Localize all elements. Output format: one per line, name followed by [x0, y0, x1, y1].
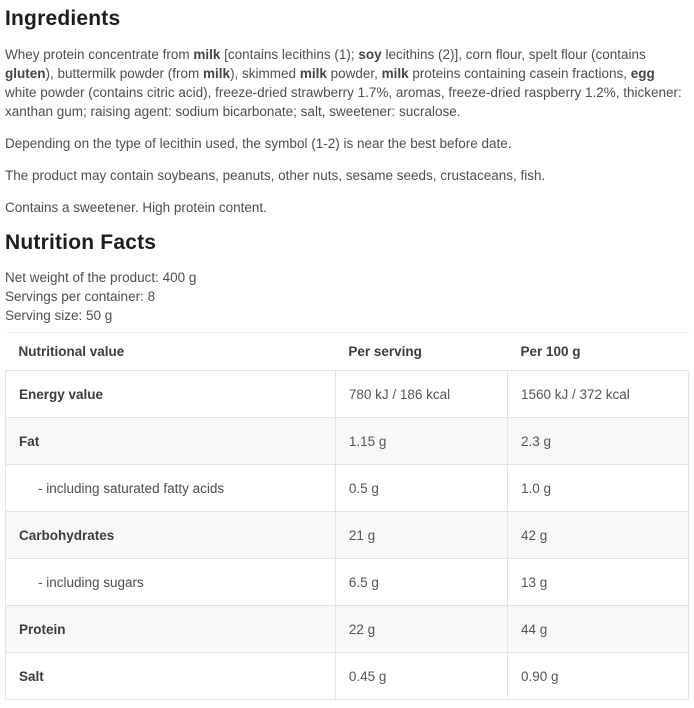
per-100g-value: 42 g	[507, 512, 688, 559]
servings-per-container-line: Servings per container: 8	[5, 289, 156, 304]
nutrient-label: Fat	[6, 418, 336, 465]
table-row	[6, 465, 689, 512]
ingredient-text: proteins containing casein fractions,	[408, 66, 631, 81]
nutrition-table	[5, 332, 689, 700]
table-row	[6, 418, 689, 465]
net-weight-line: Net weight of the product: 400 g	[5, 270, 197, 285]
per-100g-value: 1.0 g	[507, 465, 688, 512]
sweetener-note: Contains a sweetener. High protein content.	[5, 200, 267, 215]
per-100g-value: 1560 kJ / 372 kcal	[507, 371, 688, 418]
nutrient-label: Carbohydrates	[6, 512, 336, 559]
header-nutritional-value: Nutritional value	[6, 333, 336, 371]
per-serving-value: 780 kJ / 186 kcal	[335, 371, 507, 418]
per-serving-value: 0.45 g	[335, 653, 507, 700]
allergen-term: milk	[299, 66, 327, 81]
allergen-term: milk	[381, 66, 409, 81]
allergen-term: egg	[630, 66, 655, 81]
ingredient-text: [contains lecithins (1);	[220, 47, 359, 62]
nutrient-label: Energy value	[6, 371, 336, 418]
nutrition-facts-heading: Nutrition Facts	[5, 231, 157, 254]
table-row	[6, 606, 689, 653]
per-100g-value: 0.90 g	[507, 653, 688, 700]
ingredients-paragraph	[5, 45, 689, 121]
lecithin-note: Depending on the type of lecithin used, the symbol (1-2) is near the best before date.	[5, 136, 512, 151]
nutrition-table-header-row	[6, 333, 689, 371]
table-row	[6, 559, 689, 606]
allergen-term: gluten	[5, 66, 46, 81]
table-row	[6, 371, 689, 418]
per-100g-value: 2.3 g	[507, 418, 688, 465]
nutrient-label: - including saturated fatty acids	[6, 465, 336, 512]
table-row	[6, 512, 689, 559]
serving-size-line: Serving size: 50 g	[5, 308, 113, 323]
per-serving-value: 0.5 g	[335, 465, 507, 512]
allergen-term: soy	[358, 47, 382, 62]
header-per-serving: Per serving	[335, 333, 507, 371]
allergen-term: milk	[203, 66, 231, 81]
nutrient-label: Protein	[6, 606, 336, 653]
allergen-note: The product may contain soybeans, peanuts, other nuts, sesame seeds, crustaceans, fish.	[5, 168, 546, 183]
nutrition-table-body	[6, 371, 689, 700]
per-serving-value: 1.15 g	[335, 418, 507, 465]
ingredient-text: ), buttermilk powder (from	[45, 66, 204, 81]
ingredients-heading: Ingredients	[5, 7, 121, 30]
allergen-term: milk	[193, 47, 221, 62]
ingredient-text: white powder (contains citric acid), freeze-dried strawberry 1.7%, aromas, freeze-dried raspberry 1.2%, thickener: xanthan gum; raising agent: sodium bicarbonate; salt, sweetener: sucralose.	[5, 85, 682, 119]
header-per-100g: Per 100 g	[507, 333, 688, 371]
per-serving-value: 22 g	[335, 606, 507, 653]
per-serving-value: 21 g	[335, 512, 507, 559]
per-100g-value: 13 g	[507, 559, 688, 606]
nutrient-label: Salt	[6, 653, 336, 700]
per-100g-value: 44 g	[507, 606, 688, 653]
ingredient-text: ), skimmed	[230, 66, 300, 81]
ingredient-text: lecithins (2)], corn flour, spelt flour (contains	[381, 47, 646, 62]
ingredient-text: powder,	[326, 66, 382, 81]
nutrient-label: - including sugars	[6, 559, 336, 606]
ingredient-text: Whey protein concentrate from	[5, 47, 194, 62]
table-row	[6, 653, 689, 700]
per-serving-value: 6.5 g	[335, 559, 507, 606]
serving-info	[5, 268, 689, 325]
